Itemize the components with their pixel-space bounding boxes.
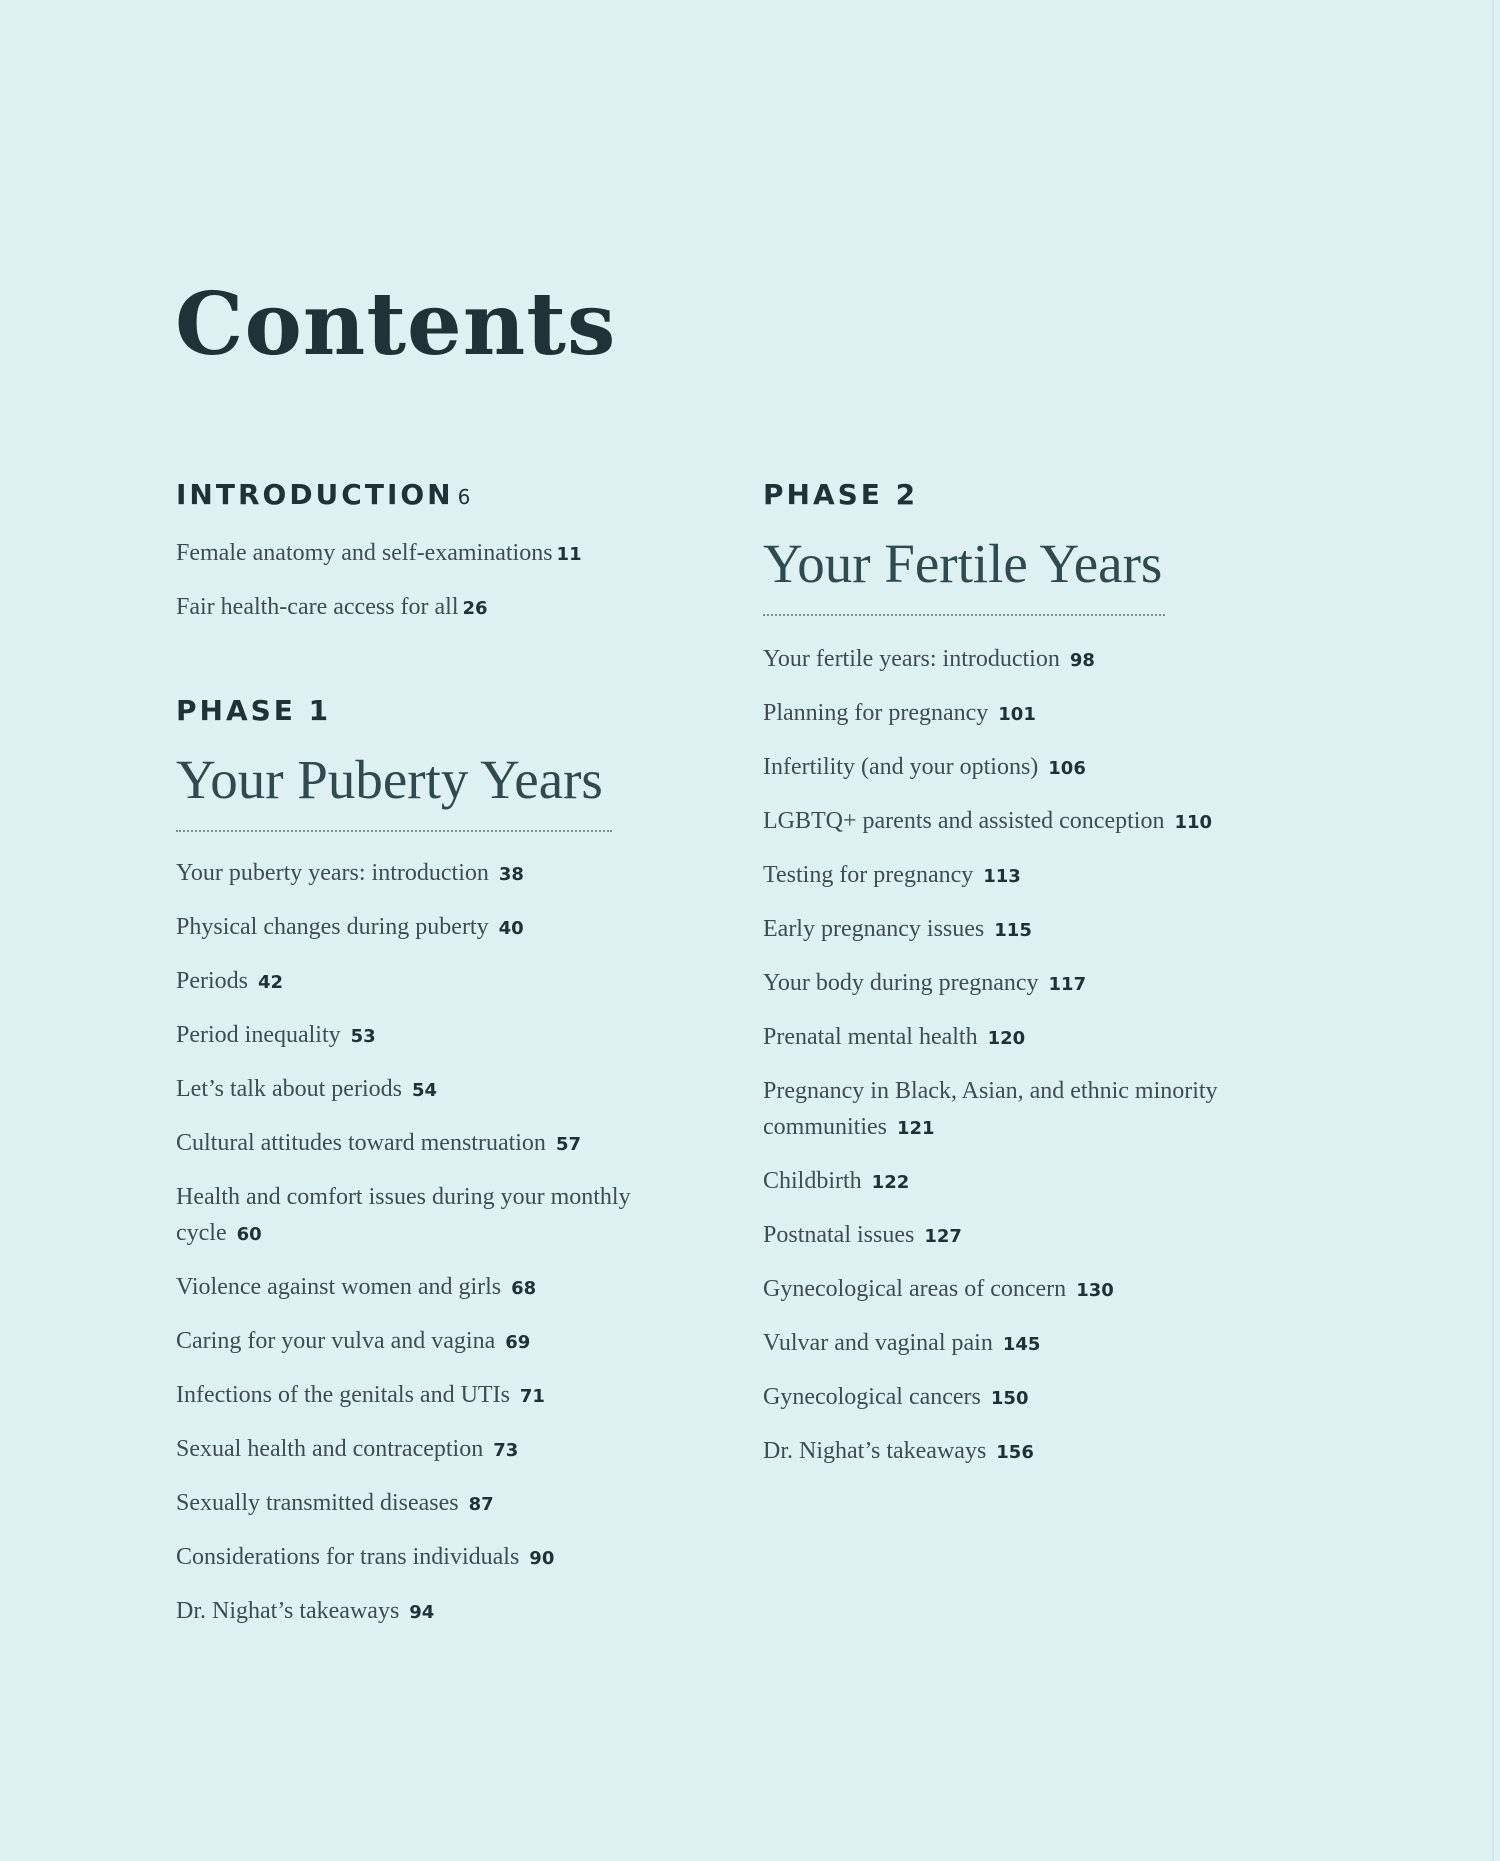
- entry-title: Testing for pregnancy: [763, 862, 974, 888]
- entry-page-number: 60: [236, 1224, 262, 1245]
- entry-page-number: 106: [1048, 758, 1086, 779]
- entry-page-number: 122: [871, 1172, 910, 1193]
- toc-entry[interactable]: [176, 1017, 656, 1055]
- entry-title: Sexually transmitted diseases: [176, 1490, 459, 1516]
- page-title: Contents: [175, 274, 617, 375]
- entry-page-number: 117: [1048, 974, 1087, 995]
- toc-entry[interactable]: [763, 1325, 1293, 1363]
- entry-page-number: 57: [555, 1134, 581, 1155]
- entry-title: Your fertile years: introduction: [763, 646, 1060, 672]
- entry-page-number: 73: [493, 1440, 519, 1461]
- entry-title: Gynecological cancers: [763, 1384, 981, 1410]
- entry-page-number: 115: [994, 920, 1032, 941]
- entry-page-number: 53: [350, 1026, 376, 1047]
- toc-entry[interactable]: [176, 1323, 656, 1361]
- toc-entry[interactable]: [176, 909, 656, 947]
- toc-entry[interactable]: [763, 857, 1293, 895]
- phase1-dotted-rule: [176, 830, 612, 832]
- toc-entry[interactable]: [763, 965, 1293, 1003]
- toc-entry[interactable]: [763, 641, 1293, 679]
- entry-title: Childbirth: [763, 1168, 862, 1194]
- entry-page-number: 130: [1076, 1280, 1114, 1301]
- entry-title: Cultural attitudes toward menstruation: [176, 1130, 546, 1156]
- toc-entry[interactable]: [176, 1269, 656, 1307]
- entry-page-number: 98: [1069, 650, 1095, 671]
- toc-entry[interactable]: [176, 1593, 656, 1631]
- toc-entry[interactable]: [763, 803, 1293, 841]
- entry-title: Let’s talk about periods: [176, 1076, 402, 1102]
- phase1-list: [176, 855, 656, 1647]
- entry-title: Considerations for trans individuals: [176, 1544, 520, 1570]
- phase1-label: PHASE 1: [176, 694, 332, 727]
- phase2-list: [763, 641, 1293, 1487]
- entry-title: Early pregnancy issues: [763, 916, 985, 942]
- toc-entry[interactable]: [763, 1217, 1293, 1255]
- entry-title: Female anatomy and self-examinations: [176, 540, 553, 566]
- entry-page-number: 26: [462, 598, 488, 619]
- entry-page-number: 71: [519, 1386, 545, 1407]
- phase2-dotted-rule: [763, 614, 1165, 616]
- toc-entry[interactable]: [176, 1485, 656, 1523]
- introduction-page-number: 6: [457, 485, 471, 509]
- introduction-label: INTRODUCTION: [176, 478, 454, 511]
- toc-entry[interactable]: [763, 1379, 1293, 1417]
- entry-page-number: 42: [258, 972, 284, 993]
- entry-page-number: 87: [468, 1494, 494, 1515]
- entry-title: Postnatal issues: [763, 1222, 915, 1248]
- phase2-label: PHASE 2: [763, 478, 919, 511]
- toc-entry[interactable]: [763, 1433, 1293, 1471]
- entry-page-number: 113: [983, 866, 1021, 887]
- entry-title: Planning for pregnancy: [763, 700, 989, 726]
- entry-title: Prenatal mental health: [763, 1024, 978, 1050]
- toc-entry[interactable]: [176, 1539, 656, 1577]
- toc-entry[interactable]: [176, 1071, 656, 1109]
- toc-entry[interactable]: [763, 749, 1293, 787]
- entry-title: LGBTQ+ parents and assisted conception: [763, 808, 1165, 834]
- entry-title: Vulvar and vaginal pain: [763, 1330, 993, 1356]
- toc-entry[interactable]: [176, 1431, 656, 1469]
- entry-page-number: 68: [511, 1278, 537, 1299]
- entry-page-number: 11: [556, 544, 582, 565]
- introduction-heading[interactable]: [176, 478, 470, 511]
- entry-page-number: 121: [896, 1118, 935, 1139]
- toc-entry[interactable]: [176, 963, 656, 1001]
- entry-page-number: 40: [498, 918, 524, 939]
- entry-title: Fair health-care access for all: [176, 594, 459, 620]
- entry-page-number: 156: [996, 1442, 1034, 1463]
- entry-page-number: 94: [409, 1602, 435, 1623]
- toc-entry[interactable]: [763, 1163, 1293, 1201]
- toc-entry[interactable]: [763, 1073, 1293, 1147]
- toc-entry[interactable]: [176, 1125, 656, 1163]
- entry-page-number: 150: [990, 1388, 1029, 1409]
- entry-page-number: 145: [1002, 1334, 1041, 1355]
- phase1-title[interactable]: Your Puberty Years: [176, 749, 603, 810]
- toc-entry[interactable]: [763, 911, 1293, 949]
- entry-title: Sexual health and contraception: [176, 1436, 484, 1462]
- introduction-list: [176, 535, 656, 643]
- entry-page-number: 101: [998, 704, 1036, 725]
- entry-title: Your body during pregnancy: [763, 970, 1039, 996]
- entry-title: Dr. Nighat’s takeaways: [763, 1438, 987, 1464]
- toc-entry[interactable]: [176, 1179, 656, 1253]
- entry-title: Pregnancy in Black, Asian, and ethnic minority communities: [763, 1078, 1218, 1140]
- entry-title: Gynecological areas of concern: [763, 1276, 1067, 1302]
- entry-page-number: 110: [1174, 812, 1213, 833]
- toc-entry-female-anatomy[interactable]: [176, 535, 656, 573]
- toc-entry-health-care-access[interactable]: [176, 589, 656, 627]
- entry-title: Infertility (and your options): [763, 754, 1039, 780]
- entry-page-number: 127: [924, 1226, 962, 1247]
- entry-title: Period inequality: [176, 1022, 341, 1048]
- toc-entry[interactable]: [176, 1377, 656, 1415]
- toc-entry[interactable]: [763, 1019, 1293, 1057]
- entry-page-number: 38: [498, 864, 524, 885]
- entry-page-number: 120: [987, 1028, 1026, 1049]
- entry-page-number: 90: [529, 1548, 555, 1569]
- entry-title: Your puberty years: introduction: [176, 860, 489, 886]
- toc-entry[interactable]: [176, 855, 656, 893]
- entry-title: Infections of the genitals and UTIs: [176, 1382, 510, 1408]
- entry-page-number: 54: [411, 1080, 438, 1101]
- entry-title: Periods: [176, 968, 248, 994]
- toc-entry[interactable]: [763, 695, 1293, 733]
- entry-page-number: 69: [505, 1332, 531, 1353]
- page-edge: [1492, 0, 1494, 1861]
- toc-entry[interactable]: [763, 1271, 1293, 1309]
- phase2-title[interactable]: Your Fertile Years: [763, 533, 1163, 594]
- entry-title: Physical changes during puberty: [176, 914, 489, 940]
- entry-title: Dr. Nighat’s takeaways: [176, 1598, 400, 1624]
- entry-title: Violence against women and girls: [176, 1274, 502, 1300]
- entry-title: Health and comfort issues during your monthly cycle: [176, 1184, 631, 1246]
- entry-title: Caring for your vulva and vagina: [176, 1328, 496, 1354]
